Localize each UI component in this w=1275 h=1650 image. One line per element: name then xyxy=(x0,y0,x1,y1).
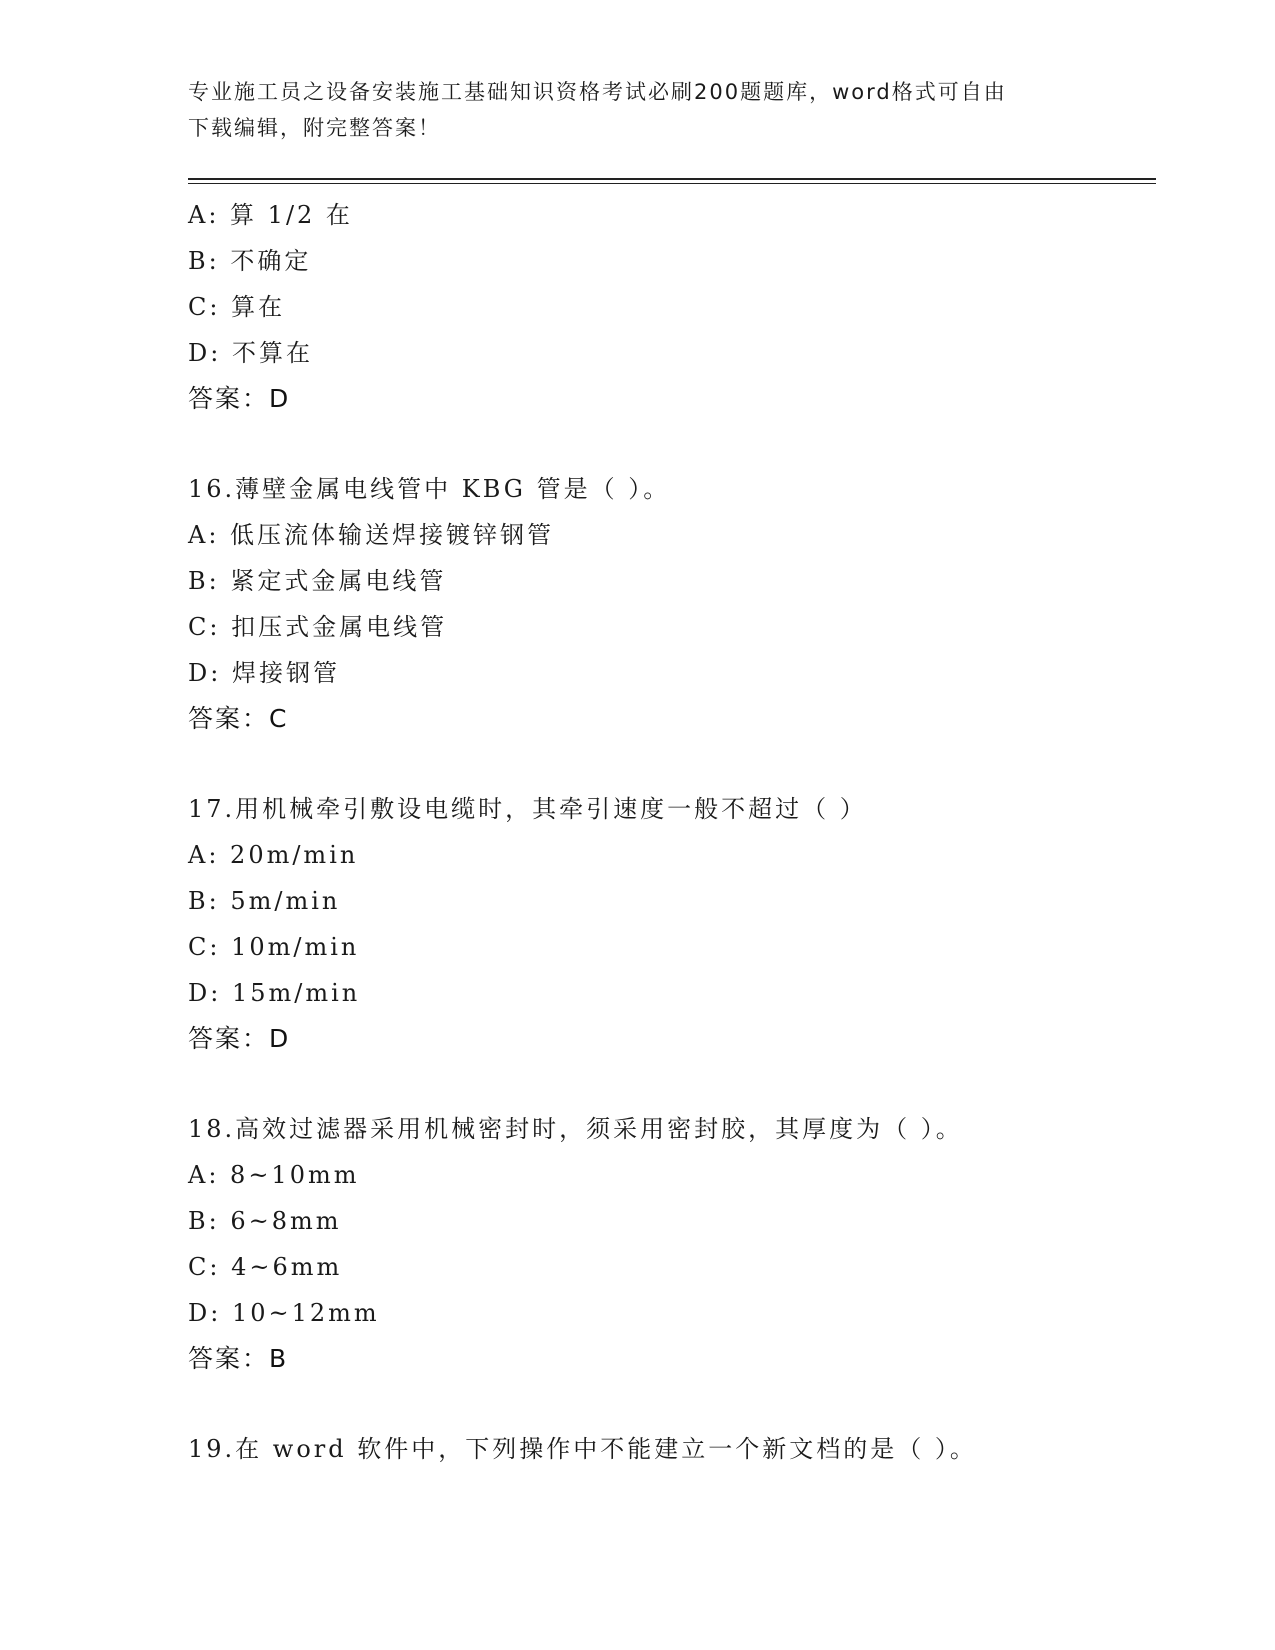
header-rule-thick xyxy=(188,178,1156,180)
option-c: C: 10m/min xyxy=(188,933,360,961)
option-a: A: 算 1/2 在 xyxy=(188,201,353,229)
option-a: A: 20m/min xyxy=(188,841,359,869)
question-stem: 18.高效过滤器采用机械密封时，须采用密封胶，其厚度为（ ）。 xyxy=(188,1115,963,1143)
spacer xyxy=(188,1062,1148,1106)
header-line-1: 专业施工员之设备安装施工基础知识资格考试必刷200题题库，word格式可自由 xyxy=(188,80,1007,104)
question-19 xyxy=(188,1426,1148,1472)
spacer xyxy=(188,422,1148,466)
option-d: D: 15m/min xyxy=(188,979,361,1007)
option-b: B: 不确定 xyxy=(188,247,312,275)
question-15-continued xyxy=(188,192,1148,422)
question-stem: 19.在 word 软件中，下列操作中不能建立一个新文档的是（ ）。 xyxy=(188,1435,977,1463)
header-rule-thin xyxy=(188,183,1156,184)
question-18 xyxy=(188,1106,1148,1382)
option-b: B: 5m/min xyxy=(188,887,341,915)
option-d: D: 焊接钢管 xyxy=(188,659,340,687)
option-c: C: 扣压式金属电线管 xyxy=(188,613,448,641)
answer-line: 答案：D xyxy=(188,384,291,413)
option-b: B: 6~8mm xyxy=(188,1207,342,1235)
spacer xyxy=(188,742,1148,786)
option-a: A: 8~10mm xyxy=(188,1161,360,1189)
header-line-2: 下载编辑，附完整答案！ xyxy=(188,116,441,140)
question-stem: 16.薄壁金属电线管中 KBG 管是（ ）。 xyxy=(188,475,671,503)
spacer xyxy=(188,1382,1148,1426)
document-header xyxy=(188,74,1068,146)
option-c: C: 算在 xyxy=(188,293,286,321)
answer-line: 答案：B xyxy=(188,1344,289,1373)
question-16 xyxy=(188,466,1148,742)
option-d: D: 不算在 xyxy=(188,339,313,367)
option-a: A: 低压流体输送焊接镀锌钢管 xyxy=(188,521,555,549)
option-d: D: 10~12mm xyxy=(188,1299,380,1327)
question-stem: 17.用机械牵引敷设电缆时，其牵引速度一般不超过（ ） xyxy=(188,795,867,823)
option-b: B: 紧定式金属电线管 xyxy=(188,567,447,595)
option-c: C: 4~6mm xyxy=(188,1253,343,1281)
answer-line: 答案：C xyxy=(188,704,289,733)
question-17 xyxy=(188,786,1148,1062)
question-list xyxy=(188,192,1148,1472)
answer-line: 答案：D xyxy=(188,1024,291,1053)
